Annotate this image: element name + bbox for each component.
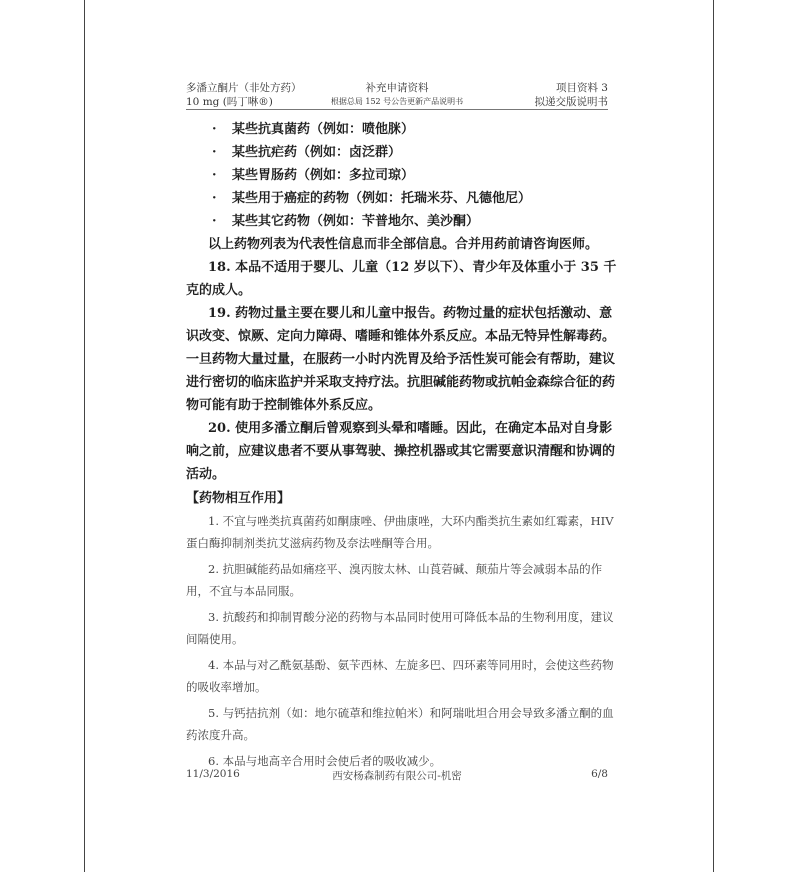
interaction-item: 2. 抗胆碱能药品如痛痉平、溴丙胺太林、山莨菪碱、颠茄片等会减弱本品的作用，不宜与本品同服。 bbox=[186, 562, 603, 598]
page-footer bbox=[186, 768, 608, 782]
footer-page-number: 6/8 bbox=[591, 768, 608, 780]
document-body bbox=[186, 118, 618, 776]
header-product-dose: 10 mg (吗丁啉®) bbox=[186, 96, 273, 108]
header-project: 项目资料 3 bbox=[555, 82, 608, 94]
bullet-icon: · bbox=[212, 122, 217, 137]
page-header bbox=[186, 81, 608, 109]
page-edge-right bbox=[713, 0, 714, 872]
footer-date: 11/3/2016 bbox=[186, 768, 240, 780]
paragraph-19: 19. 药物过量主要在婴儿和儿童中报告。药物过量的症状包括激动、意识改变、惊厥、定向力障碍、嗜睡和锥体外系反应。本品无特异性解毒药。一旦药物大量过量，在服药一小时内洗胃及给予活性炭可能会有帮助，建议进行密切的临床监护并采取支持疗法。抗胆碱能药物或抗帕金森综合征的药物可能有助于控制锥体外系反应。 bbox=[186, 306, 616, 413]
list-item: · 某些用于癌症的药物（例如：托瑞米芬、凡德他尼） bbox=[186, 187, 618, 210]
interaction-item: 5. 与钙拮抗剂（如：地尔硫䓬和维拉帕米）和阿瑞吡坦合用会导致多潘立酮的血药浓度升高。 bbox=[186, 706, 614, 742]
section-title-interactions: 【药物相互作用】 bbox=[186, 491, 291, 506]
header-center bbox=[331, 81, 463, 109]
header-divider bbox=[186, 109, 608, 110]
header-right bbox=[535, 81, 609, 109]
bullet-icon: · bbox=[212, 214, 217, 229]
list-item: · 某些胃肠药（例如：多拉司琼） bbox=[186, 164, 618, 187]
drug-list-note: 以上药物列表为代表性信息而非全部信息。合并用药前请咨询医师。 bbox=[208, 237, 599, 252]
interaction-item: 4. 本品与对乙酰氨基酚、氨苄西林、左旋多巴、四环素等同用时，会使这些药物的吸收率增加。 bbox=[186, 658, 614, 694]
list-item: · 某些抗疟药（例如：卤泛群） bbox=[186, 141, 618, 164]
header-doc-type: 补充申请资料 bbox=[365, 82, 429, 94]
bullet-icon: · bbox=[212, 145, 217, 160]
paragraph-20: 20. 使用多潘立酮后曾观察到头晕和嗜睡。因此，在确定本品对自身影响之前，应建议患者不要从事驾驶、操控机器或其它需要意识清醒和协调的活动。 bbox=[186, 421, 616, 482]
header-doc-basis: 根据总局 152 号公告更新产品说明书 bbox=[330, 97, 464, 106]
bullet-icon: · bbox=[212, 191, 217, 206]
list-item: · 某些抗真菌药（例如：喷他脒） bbox=[186, 118, 618, 141]
footer-company: 西安杨森制药有限公司-机密 bbox=[332, 770, 462, 782]
header-version: 拟递交版说明书 bbox=[534, 96, 608, 108]
bullet-icon: · bbox=[212, 168, 217, 183]
interaction-item: 1. 不宜与唑类抗真菌药如酮康唑、伊曲康唑，大环内酯类抗生素如红霉素，HIV 蛋白酶抑制剂类抗艾滋病药物及奈法唑酮等合用。 bbox=[186, 514, 614, 550]
interaction-item: 3. 抗酸药和抑制胃酸分泌的药物与本品同时使用可降低本品的生物利用度，建议间隔使用。 bbox=[186, 610, 614, 646]
page-edge-left bbox=[84, 0, 85, 872]
header-left bbox=[186, 81, 302, 109]
paragraph-18: 18. 本品不适用于婴儿、儿童（12 岁以下）、青少年及体重小于 35 千克的成人。 bbox=[186, 260, 617, 298]
header-product-name: 多潘立酮片（非处方药） bbox=[186, 82, 302, 94]
interaction-item: 6. 本品与地高辛合用时会使后者的吸收减少。 bbox=[208, 754, 442, 768]
list-item: · 某些其它药物（例如：苄普地尔、美沙酮） bbox=[186, 210, 618, 233]
